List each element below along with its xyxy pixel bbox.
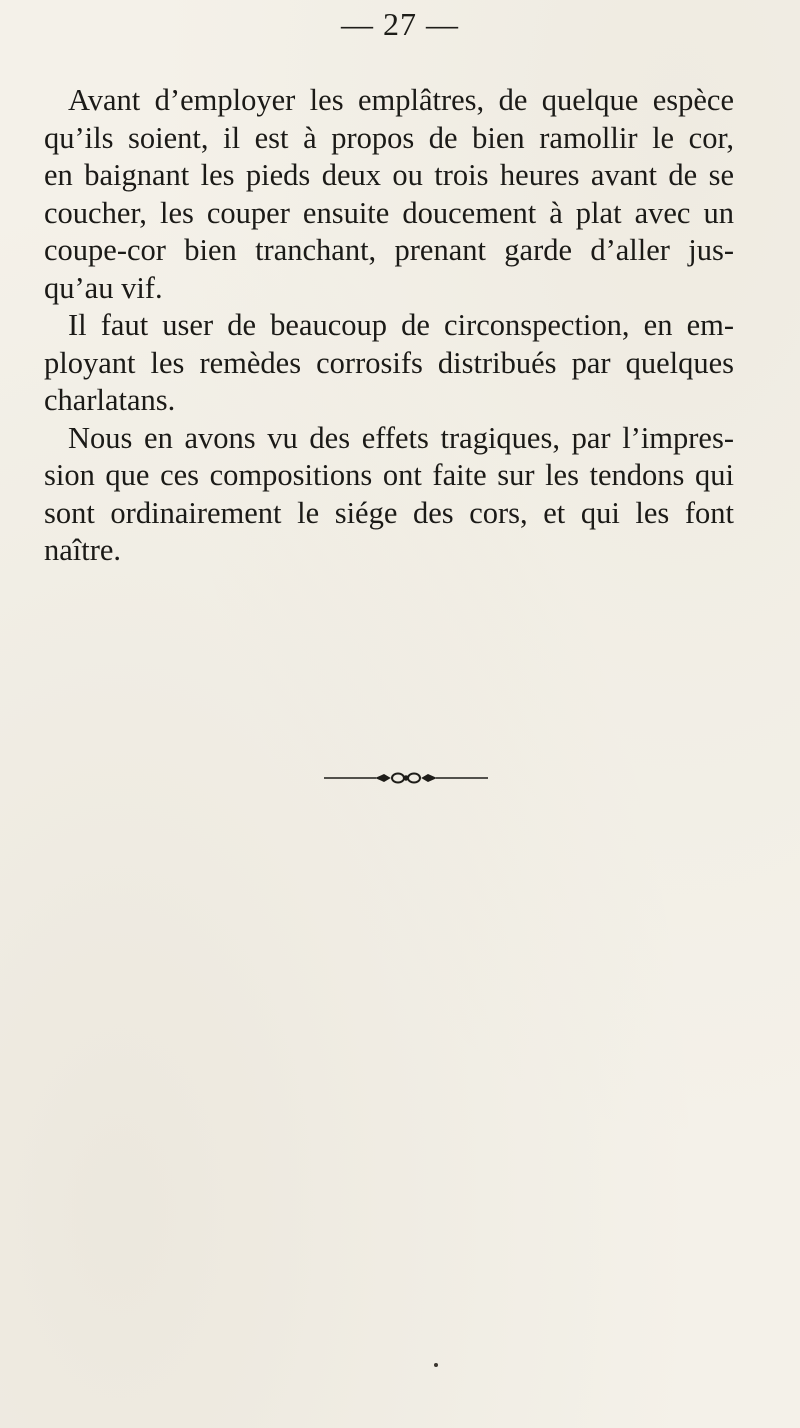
text-line: qu’ils soient, il est à propos de bien ramollir le cor,: [44, 120, 734, 155]
text-line: charlatans.: [44, 383, 176, 417]
paragraph-2: [44, 307, 734, 420]
text-line: ployant les remèdes corrosifs distribués par quelques: [44, 345, 734, 380]
text-line: qu’au vif.: [44, 270, 163, 305]
text-line: naître.: [44, 533, 122, 567]
text-line: Il faut user de beaucoup de circonspection, en em-: [68, 308, 734, 342]
ink-speck: [434, 1363, 438, 1367]
text-line: Avant d’employer les emplâtres, de quelque espèce: [68, 83, 734, 117]
paragraph-1: [44, 82, 734, 307]
text-line: sont ordinairement le siége des cors, et qui les font: [44, 495, 734, 530]
text-line: Nous en avons vu des effets tragiques, par l’impres-: [68, 420, 734, 455]
text-line: en baignant les pieds deux ou trois heures avant de se: [44, 158, 734, 192]
text-line: coupe-cor bien tranchant, prenant garde d’aller jus-: [44, 233, 734, 267]
end-of-section-ornament-icon: [324, 771, 488, 785]
body-text: [44, 82, 734, 570]
text-line: coucher, les couper ensuite doucement à plat avec un: [44, 195, 734, 230]
page-number: — 27 —: [341, 6, 459, 42]
text-line: sion que ces compositions ont faite sur les tendons qui: [44, 458, 734, 492]
paragraph-3: [44, 420, 734, 570]
